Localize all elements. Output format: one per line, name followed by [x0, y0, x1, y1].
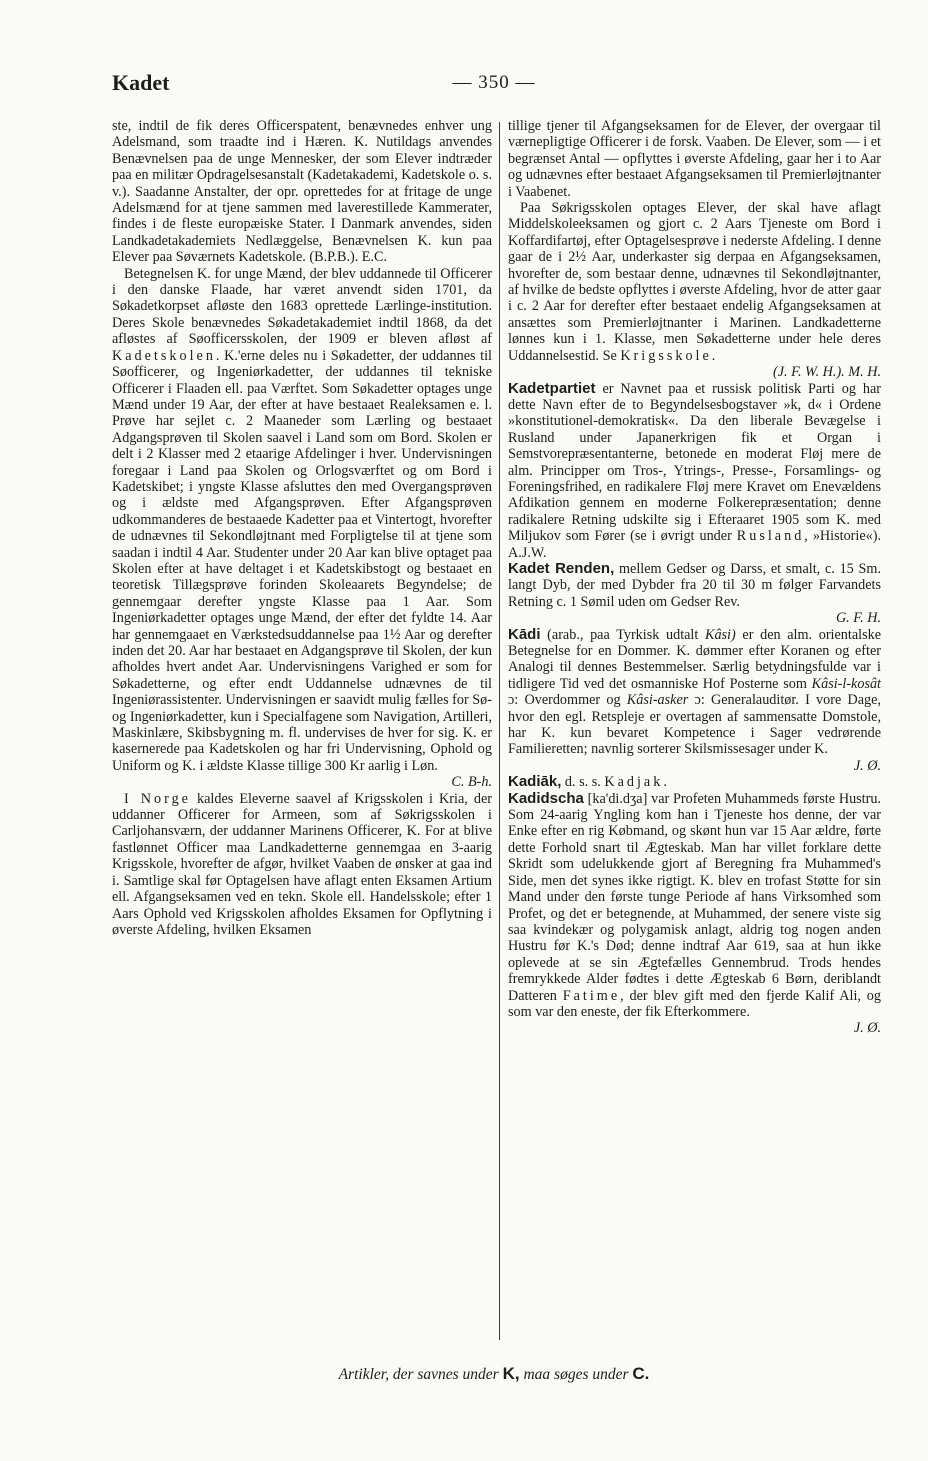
running-head: Kadet — [112, 70, 170, 95]
spaced-heading-norge: I Norge — [124, 790, 191, 807]
entry-text: [ka'di.dʒa] var Profeten Muhammeds første Hustru. Som 24-aarig Yngling kom han i Tjeneste hos denne, der var Enke efter en rig Købmand, og skønt hun var 15 Aar ældre, førte dette Forhold snart til Ægteskab. Man har villet forklare dette Skridt som udelukkende gjort af Beregning fra Muhammed's Side, men det synes ikke rigtigt. K. blev en trofast Støtte for sin Mand under den første tunge Periode af hans Virksomhed som Profet, og det er betegnende, at Muhammed, der senere viste sig saa kvindekær og polygamisk anlagt, aldrig tog nogen anden Hustru før K.'s Død; denne indtraf Aar 619, saa at hun ikke oplevede at se sin Ægtefælles Gennembrud. Trods hendes fremrykkede Alder fødtes i dette Ægteskab 6 Børn, deriblandt Datteren — [508, 790, 881, 1004]
entry-text: ɔ: Generalauditør. I vore Dage, hvor den egl. Retspleje er overtagen af sammensatte Domstole, har K. kun bevaret Kompetence i Sager vedrørende Familieretten; navnlig sorterer Skilsmissesager under K. — [508, 692, 881, 758]
left-column — [112, 118, 492, 938]
entry-kadetpartiet — [508, 381, 881, 561]
entry-text: , »Historie«). — [804, 528, 881, 545]
italic-term: Kâsi-l-kosât — [811, 675, 881, 692]
page-number: — 350 — — [452, 72, 536, 93]
paragraph-danish-navy — [112, 266, 492, 775]
footer-text: maa søges under — [519, 1366, 633, 1383]
cross-reference-kadetskolen: Kadetskolen — [112, 347, 216, 364]
paragraph-text: . — [711, 347, 716, 364]
italic-term: Kâsi-asker — [626, 692, 689, 709]
paragraph-naval-school — [508, 200, 881, 364]
column-rule — [499, 122, 500, 1340]
entry-kadi — [508, 627, 881, 758]
footer-text: Artikler, der savnes under — [338, 1366, 503, 1383]
author-signature: (J. F. W. H.). M. H. — [773, 364, 881, 381]
right-column — [508, 118, 881, 1037]
author-signature: J. Ø. — [853, 1020, 881, 1037]
cross-reference-krigsskole: Krigsskole — [620, 347, 712, 364]
paragraph-text: Betegnelsen K. for unge Mænd, der blev uddannede til Officerer i den danske Flaade, har været anvendt siden 1701, da Søkadetkorpset afløste den 1683 oprettede Lærlinge-institution. Deres Skole benævnedes Søkadetakademiet indtil 1868, da det afløstes af Søofficersskolen, der 1909 er bleven afløst af — [112, 265, 492, 348]
entry-kadidscha — [508, 791, 881, 1021]
entry-text: . — [663, 774, 667, 791]
paragraph-text: Paa Søkrigsskolen optages Elever, der skal have aflagt Middelskoleeksamen og gjort c. 2 Aars Tjeneste om Bord i Koffardifartøj, efter Optagelsesprøve i nederste Afdeling. I denne gaar de i 2½ Aar, underkaster sig derpaa en Afgangseksamen, hvorefter de, som bestaar denne, udnævnes til Sekondløjtnanter, af hvilke de bedste opflyttes i øverste Afdeling, hvor de atter gaar i c. 2 Aar for derefter efter bestaaet endelig Afgangseksamen at ansættes som Premierløjtnanter i Marinen. Landkadetterne lønnes kun i 1. Klasse, men Søkadetterne under hele deres Uddannelsestid. Se — [508, 200, 881, 364]
entry-text: , der blev gift med den fjerde Kalif Ali, og som var den eneste, der fik Efterkommere. — [508, 987, 881, 1020]
entry-text: er Navnet paa et russisk politisk Parti og har dette Navn efter de to Begyndelsesbogstaver »k, d« i Ordene »konstitutionel-demokratisk«. Da den liberale Bevægelse i Rusland under Japanerkrigen fik et Organ i Semstvorepræsentanterne, betonede en moderat Fløj mere de alm. Principper om Tros-, Ytrings-, Presse-, Forsamlings- og Foreningsfrihed, en radikalere Fløj mere Kravet om Enevældens Afdikation gennem en moderne Folkerepræsentation; denne radikalere Retning udskilte sig i Efteraaret 1905 som K. med Miljukov som Fører (se i øvrigt under — [508, 380, 881, 545]
paragraph-norway — [112, 791, 492, 939]
page-footer-note — [112, 1364, 876, 1384]
entry-text: (arab., paa Tyrkisk udtalt — [540, 626, 705, 643]
cross-reference-kadjak: Kadjak — [604, 774, 664, 791]
paragraph-kadet-definition: ste, indtil de fik deres Officerspatent, benævnedes enhver ung Adelsmand, som traadte ind i Hæren. K. Nutildags anvendes Benævnelsen paa de unge Mennesker, der som Elever indtræder paa en militær Opdragelsesanstalt (Kadetakademi, Kadetskole o. s. v.). Saadanne Anstalter, der opr. oprettedes for at fritage de unge Adelsmænd for at tjene sammen med laverestillede Kammerater, findes i de fleste europæiske Stater. I Danmark anvendes, siden Landkadetakademiets Nedlæggelse, Benævnelsen K. kun paa Elever paa Søværnets Kadetskole. (B.P.B.). E.C. — [112, 118, 492, 266]
author-signature: A.J.W. — [508, 544, 547, 561]
paragraph-continuation: tillige tjener til Afgangseksamen for de Elever, der overgaar til værnepligtige Officerer i de forsk. Vaaben. De Elever, som — i et begrænset Antal — opflyttes i øverste Afdeling, gaar her i to Aar og udnævnes efter bestaaet Afgangseksamen til Premierløjtnanter i Vaabenet. — [508, 118, 881, 200]
entry-text: d. s. s. — [561, 774, 605, 791]
headword: Kadetpartiet — [508, 379, 596, 397]
author-signature: G. F. H. — [835, 610, 881, 627]
headword: Kadidscha — [508, 789, 584, 807]
paragraph-text: . K.'erne deles nu i Søkadetter, der uddannes til Søofficerer, og Ingeniørkadetter, der uddannes til tekniske Officerer i Flaaden ell. paa Værftet. Som Søkadetter optages unge Mænd under 19 Aar, der efter at have bestaaet Realeksamen e. l. Prøve har sejlet c. 2 Maaneder som Lærling og bestaaet Adgangsprøven til Skolen saavel i Land som om Bord. Skolen er delt i 2 Klasser med 2 etaarige Afdelinger i hver. Undervisningen foregaar i Land paa Skolen og Orlogsværftet og om Bord i Kadetskibet; i yngste Klasse afsluttes den med Overgangsprøven og i ældste med Afgangsprøven. Efter Afgangsprøven udkommanderes de bestaaede Kadetter paa et Vintertogt, hvorefter de udnævnes til Sekondløjtnant med Forpligtelse til at tjene som saadan i indtil 4 Aar. Studenter under 20 Aar kan blive optaget paa Skolen efter at have deltaget i et Kadetskibstogt og bestaaet en teoretisk Tillægsprøve forinden Skoleaarets Begyndelse; de gennemgaar derefter yngste Klasse paa 1 Aar. Som Ingeniørkadetter optages unge Mænd, der efter det fyldte 14. Aar har gennemgaaet en Værkstedsuddannelse paa 1½ Aar og derefter inden det 20. Aar har bestaaet en Adgangsprøve til Skolen, der kun afholdes hvert andet Aar. Undervisningens Varighed er som for Søkadetterne, og efter endt Uddannelse udnævnes de til Ingeniørassistenter. Undervisningen er saavidt mulig fælles for Sø- og Ingeniørkadetter, kun i Specialfagene som Navigation, Artilleri, Maskinlære, Skibsbygning m. fl. undervises de hver for sig. K. er kasernerede paa Kadetskolen og har fri Undervisning, Ophold og Uniform og K. i ældste Klasse tillige 300 Kr aarlig i Løn. — [112, 347, 492, 774]
author-signature: C. B-h. — [451, 774, 492, 791]
headword: Kādi — [508, 625, 541, 643]
entry-kadet-renden — [508, 561, 881, 610]
article-columns — [112, 118, 881, 1350]
italic-term: Kâsi) — [704, 626, 736, 643]
page-header — [112, 70, 876, 100]
name-fatime: Fatime — [562, 987, 621, 1004]
cross-reference-rusland: Rusland — [736, 528, 805, 545]
author-signature: J. Ø. — [853, 757, 881, 774]
entry-kadiak — [508, 774, 881, 790]
paragraph-text: kaldes Eleverne saavel af Krigsskolen i Kria, der uddanner Officerer for Armeen, som af Søkrigsskolen i Carljohansværn, der uddanner Marinens Officerer, K. For at blive fastlønnet Officer maa Landkadetterne gennemgaa en 3-aarig Krigsskole, hvorefter de afgør, hvilket Vaaben de ønsker at gaa ind i. Samtlige skal før Optagelsen have aflagt enten Eksamen Artium ell. Afgangseksamen ved en tekn. Skole ell. Handelsskole; efter 1 Aars Ophold ved Krigsskolen afholdes Eksamen for Opflytning i øverste Afdeling, hvilken Eksamen — [112, 790, 492, 938]
headword: Kadet Renden, — [508, 559, 615, 577]
entry-text: ɔ: Overdommer og — [508, 692, 627, 709]
headword: Kadiāk, — [508, 773, 562, 791]
footer-letter-c: C. — [632, 1364, 650, 1383]
footer-letter-k: K, — [502, 1364, 520, 1383]
entry-text: mellem Gedser og Darss, et smalt, c. 15 Sm. langt Dyb, der med Dybder fra 20 til 30 m følger Farvandets Retning c. 1 Sømil uden om Gedser Rev. — [508, 560, 881, 610]
entry-text: er den alm. orientalske Betegnelse for en Dommer. K. dømmer efter Koranen og efter Analogi til dennes Bestemmelser. Særlig betydningsfulde var i tidligere Tid ved det osmanniske Hof Posterne som — [508, 626, 881, 692]
